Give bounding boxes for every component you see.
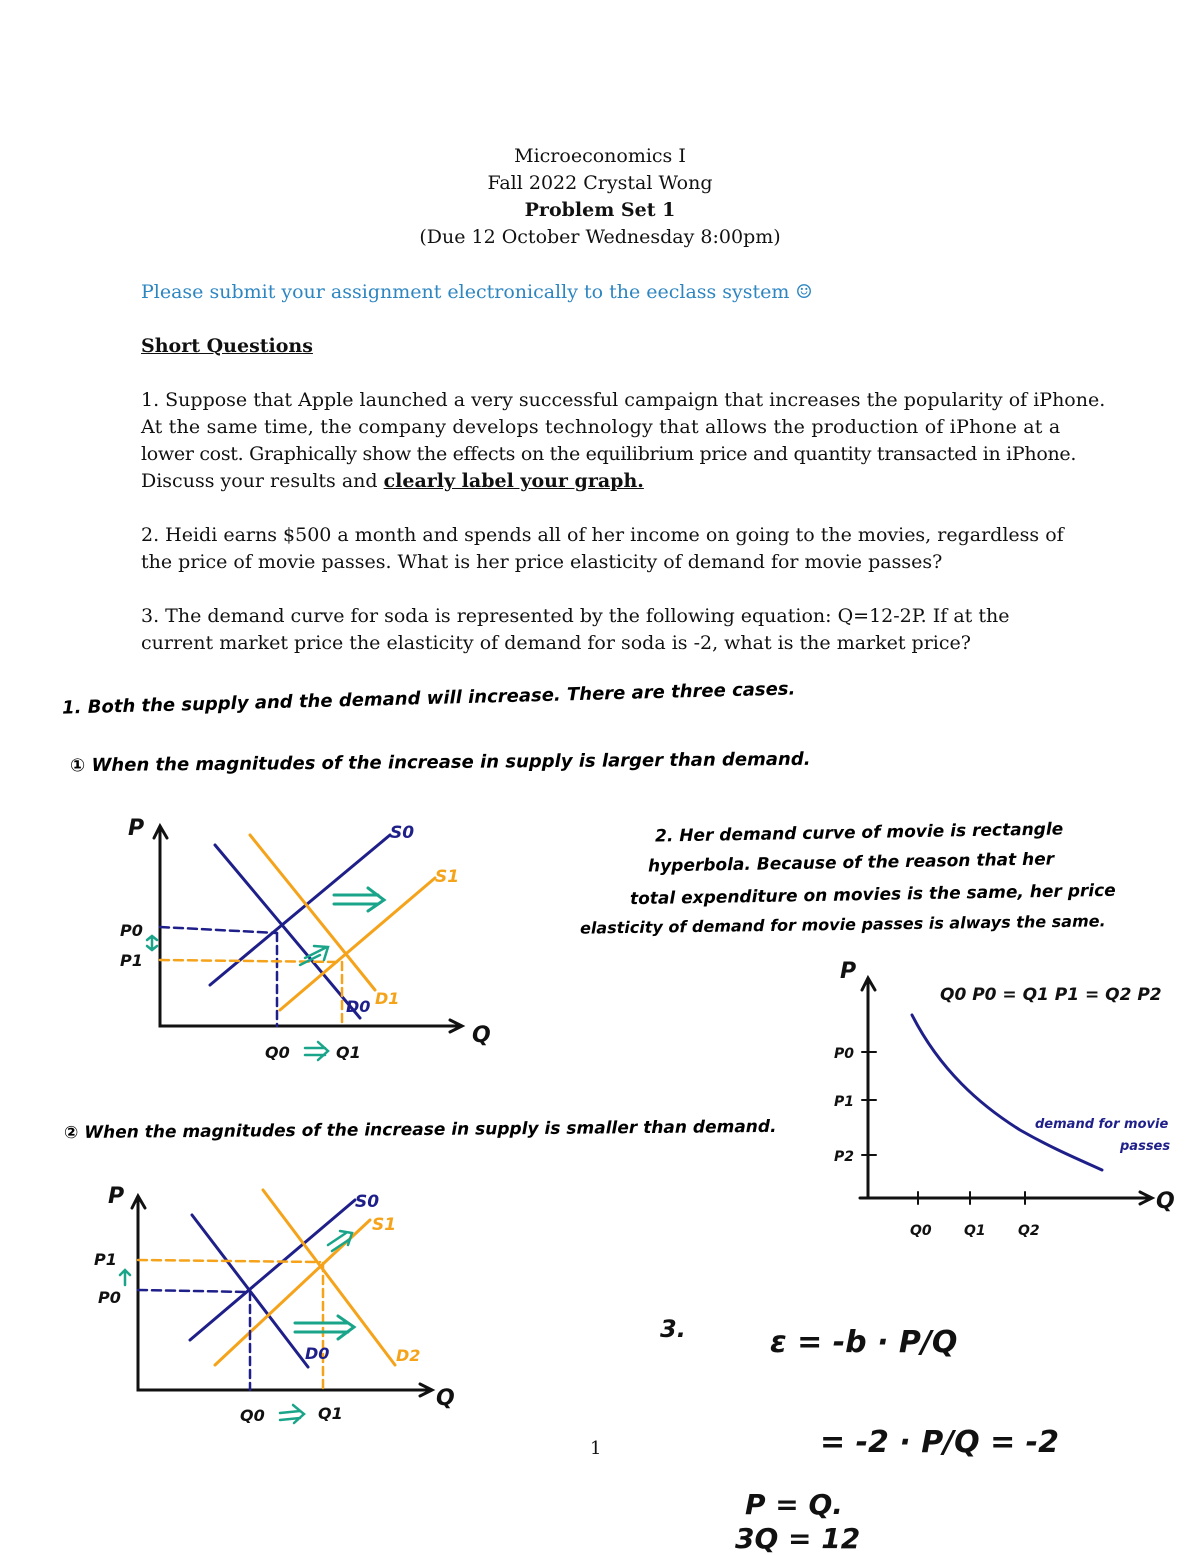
- graph-2-d0-label: D0: [305, 1344, 330, 1363]
- graph-2-q0-label: Q0: [240, 1406, 265, 1425]
- graph-2-s0-label: S0: [355, 1192, 380, 1212]
- page-number: 1: [590, 1438, 602, 1459]
- graph-2-p0-label: P0: [98, 1288, 121, 1307]
- answer-3-equation-3: P = Q.: [745, 1488, 843, 1521]
- graph-3-q-axis-label: Q: [1156, 1189, 1175, 1214]
- question-1-line-3: lower cost. Graphically show the effects on the equilibrium price and quantity transacted in iPhone.: [141, 443, 1077, 465]
- course-name: Microeconomics I: [514, 145, 686, 167]
- graph-3-relation: Q0 P0 = Q1 P1 = Q2 P2: [940, 985, 1162, 1005]
- graph-1-d1-label: D1: [375, 989, 400, 1008]
- question-1-line-4: [141, 468, 1071, 495]
- graph-3-p1-label: P1: [834, 1094, 855, 1110]
- graph-case-1: [100, 800, 520, 1080]
- graph-2-p1-label: P1: [94, 1250, 117, 1269]
- graph-3-q2-label: Q2: [1018, 1223, 1040, 1239]
- answer-2-line-4: elasticity of demand for movie passes is always the same.: [579, 911, 1106, 938]
- answer-2-line-2: hyperbola. Because of the reason that her: [647, 849, 1055, 877]
- graph-demand-hyperbola: [820, 950, 1190, 1250]
- answer-1-case-2: ② When the magnitudes of the increase in supply is smaller than demand.: [63, 1116, 777, 1144]
- graph-3-q0-label: Q0: [910, 1223, 932, 1239]
- answer-1-intro: 1. Both the supply and the demand will increase. There are three cases.: [61, 678, 796, 719]
- question-1-line-2: At the same time, the company develops technology that allows the production of iPhone at a: [141, 416, 1061, 438]
- question-1-emphasis: clearly label your graph.: [383, 470, 644, 492]
- question-1-line-1: 1. Suppose that Apple launched a very successful campaign that increases the popularity of iPhone.: [141, 389, 1106, 411]
- graph-1-p0-label: P0: [120, 921, 143, 940]
- graph-3-curve-label-1: demand for movie: [1035, 1117, 1169, 1132]
- graph-3-p0-label: P0: [834, 1046, 855, 1062]
- term-instructor: Fall 2022 Crystal Wong: [487, 172, 713, 194]
- graph-2-s1-label: S1: [372, 1215, 397, 1235]
- graph-1-q0-label: Q0: [265, 1043, 290, 1062]
- answer-3-equation-2: = -2 · P/Q = -2: [820, 1425, 1059, 1460]
- problem-set-title: Problem Set 1: [524, 199, 676, 221]
- graph-3-p-axis-label: P: [840, 959, 857, 984]
- graph-case-2: [80, 1175, 500, 1445]
- graph-3-q1-label: Q1: [964, 1223, 986, 1239]
- graph-2-p-axis-label: P: [108, 1184, 125, 1209]
- graph-1-d0-label: D0: [346, 997, 371, 1016]
- graph-2-q1-label: Q1: [318, 1404, 343, 1423]
- graph-1-q-axis-label: Q: [472, 1023, 491, 1048]
- section-title: Short Questions: [141, 335, 313, 357]
- graph-1-p-axis-label: P: [128, 816, 145, 841]
- question-1-line-4-text: Discuss your results and: [141, 470, 384, 492]
- question-2-line-1: 2. Heidi earns $500 a month and spends all of her income on going to the movies, regardless of: [141, 524, 1064, 546]
- answer-3-number: 3.: [660, 1315, 686, 1343]
- graph-3-curve-label-2: passes: [1120, 1139, 1171, 1154]
- graph-3-p2-label: P2: [834, 1149, 855, 1165]
- submit-note: Please submit your assignment electronically to the eeclass system ☺: [141, 281, 813, 303]
- question-2-line-2: the price of movie passes. What is her price elasticity of demand for movie passes?: [141, 551, 943, 573]
- graph-1-p1-label: P1: [120, 951, 143, 970]
- graph-1-s0-label: S0: [390, 823, 415, 843]
- due-date: (Due 12 October Wednesday 8:00pm): [419, 226, 781, 248]
- graph-1-q1-label: Q1: [336, 1043, 361, 1062]
- graph-1-s1-label: S1: [435, 867, 460, 887]
- answer-2-line-1: 2. Her demand curve of movie is rectangle: [654, 819, 1064, 847]
- answer-1-case-1: ① When the magnitudes of the increase in supply is larger than demand.: [69, 748, 811, 777]
- question-3-line-1: 3. The demand curve for soda is represented by the following equation: Q=12-2P. If at the: [141, 605, 1010, 627]
- answer-3-equation-4: 3Q = 12: [735, 1522, 861, 1555]
- answer-2-line-3: total expenditure on movies is the same, her price: [629, 880, 1116, 910]
- graph-2-d2-label: D2: [396, 1346, 421, 1365]
- graph-2-q-axis-label: Q: [436, 1386, 455, 1411]
- answer-3-equation-1: ε = -b · P/Q: [770, 1325, 958, 1360]
- question-3-line-2: current market price the elasticity of demand for soda is -2, what is the market price?: [141, 632, 971, 654]
